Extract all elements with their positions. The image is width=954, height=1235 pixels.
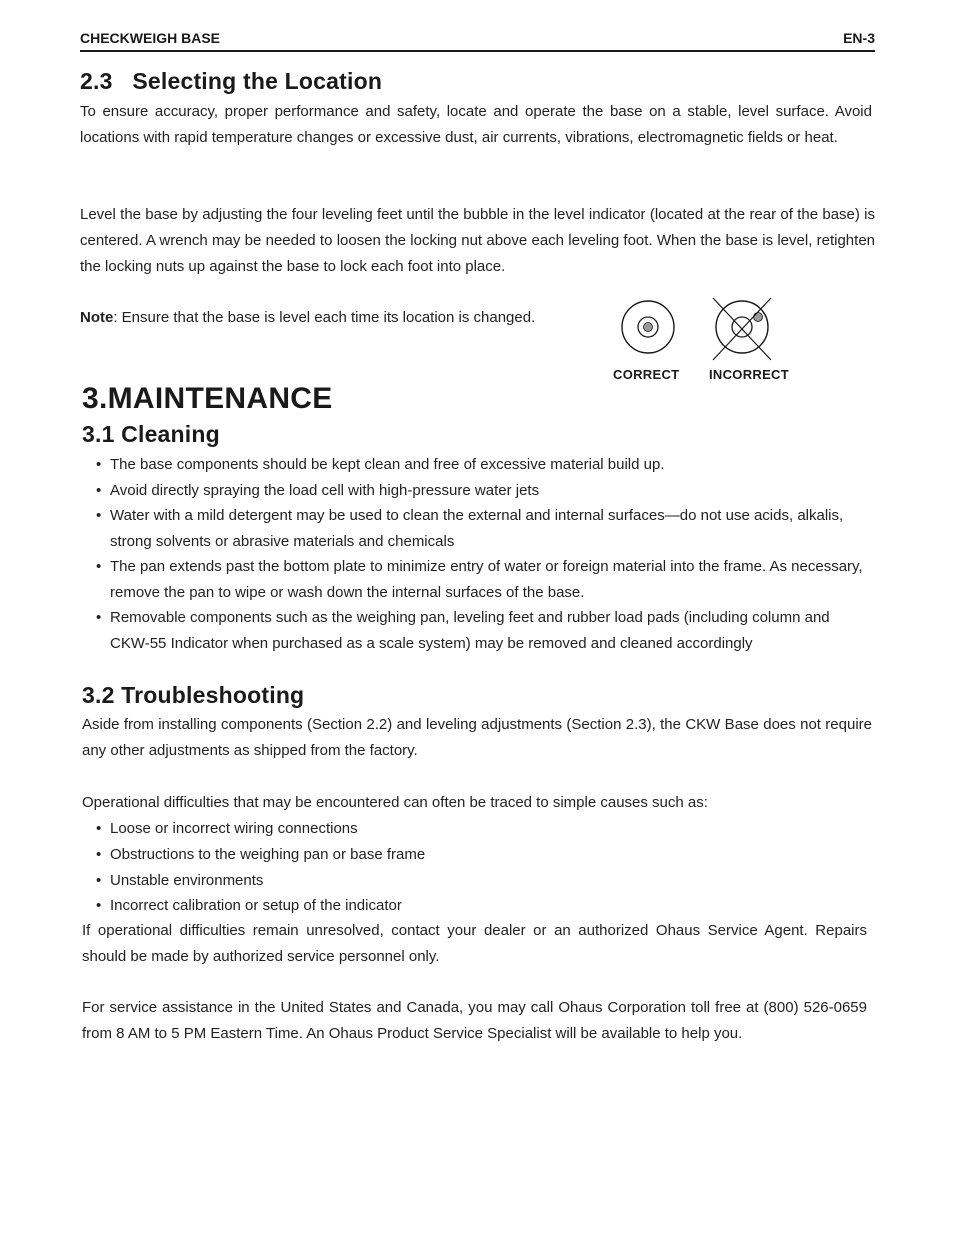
section-3-1-heading: 3.1 Cleaning xyxy=(82,421,220,447)
note-label: Note xyxy=(80,309,114,326)
note-text: : Ensure that the base is level each time its location is changed. xyxy=(113,309,536,326)
troubleshooting-bullet-list xyxy=(96,816,866,919)
service-assistance-paragraph: For service assistance in the United States and Canada, you may call Ohaus Corporation toll free at (800) 526-0659 from 8 AM to 5 PM Eastern Time. An Ohaus Product Service Specialist will be available to help you. xyxy=(82,999,867,1042)
correct-label: CORRECT xyxy=(613,367,680,382)
header-title: CHECKWEIGH BASE xyxy=(80,30,221,46)
page-header xyxy=(80,28,875,52)
list-item: • The base components should be kept clean and free of excessive material build up. xyxy=(96,452,866,478)
list-item: • Avoid directly spraying the load cell with high-pressure water jets xyxy=(96,478,866,504)
section-3-2-heading: 3.2 Troubleshooting xyxy=(82,682,305,708)
troubleshooting-paragraph-1: Aside from installing components (Section 2.2) and leveling adjustments (Section 2.3), the CKW Base does not require any other adjustments as shipped from the factory. xyxy=(82,716,872,759)
cleaning-bullet-list xyxy=(96,452,866,656)
list-item: • Incorrect calibration or setup of the indicator xyxy=(96,893,866,919)
page-number: EN-3 xyxy=(843,30,875,46)
list-item: • Removable components such as the weighing pan, leveling feet and rubber load pads (including column and CKW-55 Indicator when purchased as a scale system) may be removed and cleaned accordingly xyxy=(96,605,866,656)
location-paragraph-2: Level the base by adjusting the four leveling feet until the bubble in the level indicator (located at the rear of the base) is centered. A wrench may be needed to loosen the locking nut above each leveling foot. When the base is level, retighten the locking nuts up against the base to lock each foot into place. xyxy=(80,206,875,275)
level-indicator-diagram xyxy=(605,295,795,365)
list-item: • Obstructions to the weighing pan or base frame xyxy=(96,842,866,868)
list-item: • The pan extends past the bottom plate to minimize entry of water or foreign material into the frame. As necessary, remove the pan to wipe or wash down the internal surfaces of the base. xyxy=(96,554,866,605)
list-item: • Unstable environments xyxy=(96,868,866,894)
list-item: • Water with a mild detergent may be used to clean the external and internal surfaces—do not use acids, alkalis, strong solvents or abrasive materials and chemicals xyxy=(96,503,866,554)
level-indicator-figure xyxy=(605,295,795,390)
incorrect-bubble-icon xyxy=(713,298,771,360)
list-item: • Loose or incorrect wiring connections xyxy=(96,816,866,842)
incorrect-label: INCORRECT xyxy=(709,367,789,382)
troubleshooting-paragraph-3: If operational difficulties remain unresolved, contact your dealer or an authorized Ohaus Service Agent. Repairs should be made by authorized service personnel only. xyxy=(82,922,867,965)
location-paragraph-1: To ensure accuracy, proper performance and safety, locate and operate the base on a stable, level surface. Avoid locations with rapid temperature changes or excessive dust, air currents, vibrations, electromagnetic fields or heat. xyxy=(80,103,872,146)
section-3-heading: 3.MAINTENANCE xyxy=(82,382,333,415)
correct-bubble-icon xyxy=(622,301,674,353)
section-2-3-heading: 2.3 Selecting the Location xyxy=(80,68,383,94)
troubleshooting-paragraph-2: Operational difficulties that may be encountered can often be traced to simple causes such as: xyxy=(82,794,708,811)
leveling-note xyxy=(80,305,590,331)
